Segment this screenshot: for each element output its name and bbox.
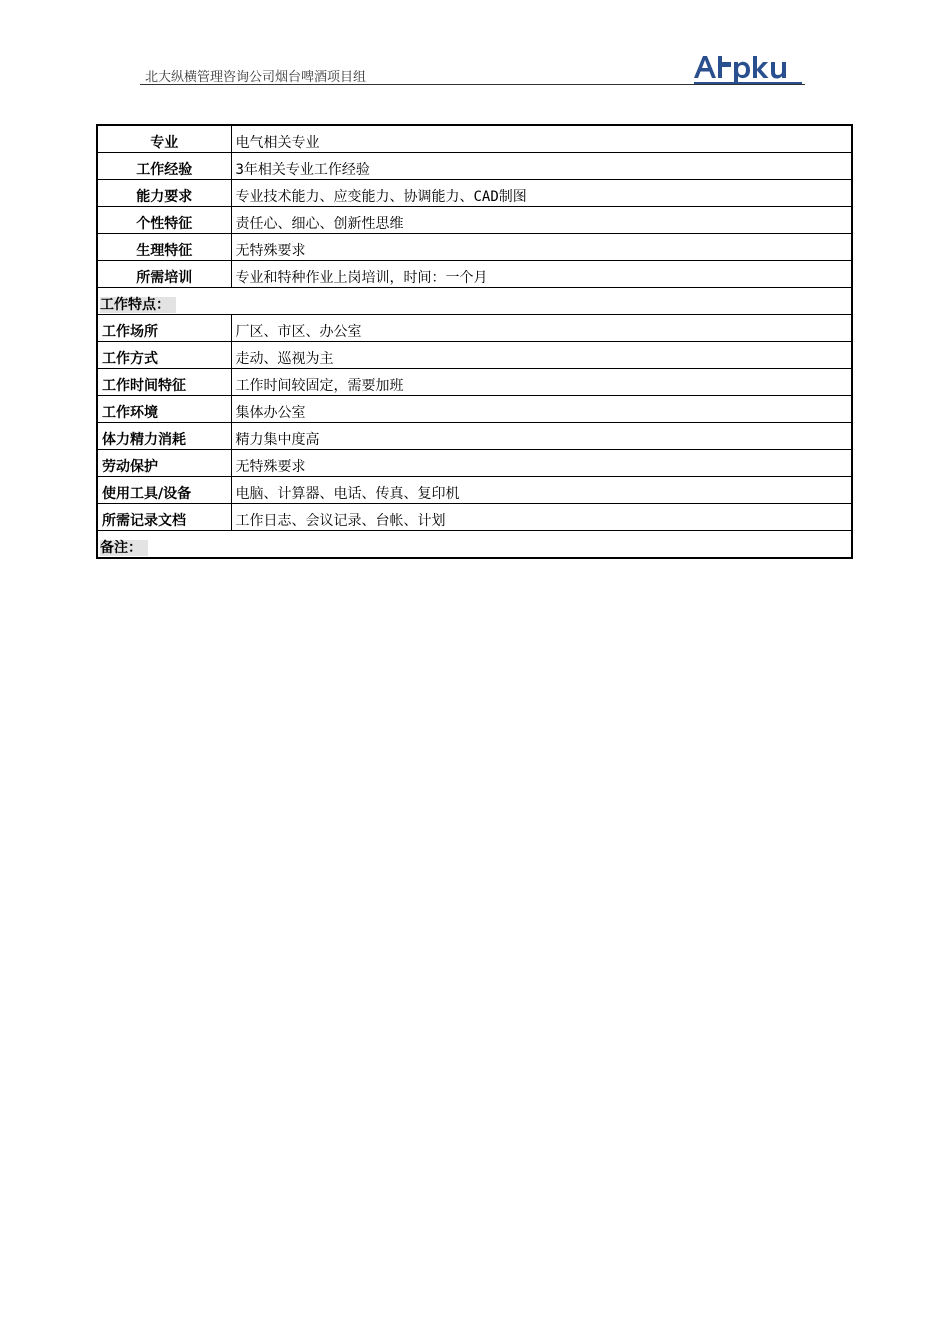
row-value: 无特殊要求: [231, 450, 852, 477]
work-feature-row: [97, 423, 852, 450]
remarks-section: [97, 531, 852, 559]
work-features-section-header: [97, 288, 852, 315]
row-label: 工作时间特征: [97, 369, 231, 396]
work-feature-row: [97, 315, 852, 342]
row-value: 厂区、市区、办公室: [231, 315, 852, 342]
row-label: 体力精力消耗: [97, 423, 231, 450]
work-feature-row: [97, 369, 852, 396]
qualification-row: [97, 207, 852, 234]
row-label: 劳动保护: [97, 450, 231, 477]
section-title-cell: [97, 288, 852, 315]
section-title: 工作特点：: [100, 297, 176, 313]
row-value: 专业和特种作业上岗培训，时间：一个月: [231, 261, 852, 288]
qualification-row: [97, 234, 852, 261]
row-label: 所需记录文档: [97, 504, 231, 531]
row-value: 责任心、细心、创新性思维: [231, 207, 852, 234]
row-value: 专业技术能力、应变能力、协调能力、CAD制图: [231, 180, 852, 207]
row-value: 工作日志、会议记录、台帐、计划: [231, 504, 852, 531]
row-label: 工作环境: [97, 396, 231, 423]
row-value: 工作时间较固定，需要加班: [231, 369, 852, 396]
work-feature-row: [97, 342, 852, 369]
row-label: 能力要求: [97, 180, 231, 207]
row-value: 电气相关专业: [231, 125, 852, 153]
row-value: 精力集中度高: [231, 423, 852, 450]
row-value: 走动、巡视为主: [231, 342, 852, 369]
row-value: 3年相关专业工作经验: [231, 153, 852, 180]
row-label: 所需培训: [97, 261, 231, 288]
row-label: 工作场所: [97, 315, 231, 342]
alpku-logo: [692, 52, 804, 86]
work-feature-row: [97, 396, 852, 423]
job-description-table: [96, 124, 853, 559]
qualification-row: [97, 180, 852, 207]
work-feature-row: [97, 477, 852, 504]
remarks-title: 备注：: [100, 540, 148, 556]
row-value: 集体办公室: [231, 396, 852, 423]
remarks-cell: [97, 531, 852, 559]
work-feature-row: [97, 450, 852, 477]
qualification-row: [97, 153, 852, 180]
row-value: 无特殊要求: [231, 234, 852, 261]
row-label: 工作方式: [97, 342, 231, 369]
row-value: 电脑、计算器、电话、传真、复印机: [231, 477, 852, 504]
row-label: 个性特征: [97, 207, 231, 234]
row-label: 专业: [97, 125, 231, 153]
row-label: 使用工具/设备: [97, 477, 231, 504]
qualification-row: [97, 125, 852, 153]
row-label: 工作经验: [97, 153, 231, 180]
work-feature-row: [97, 504, 852, 531]
row-label: 生理特征: [97, 234, 231, 261]
qualification-row: [97, 261, 852, 288]
header-company-name: 北大纵横管理咨询公司烟台啤酒项目组: [145, 70, 367, 85]
